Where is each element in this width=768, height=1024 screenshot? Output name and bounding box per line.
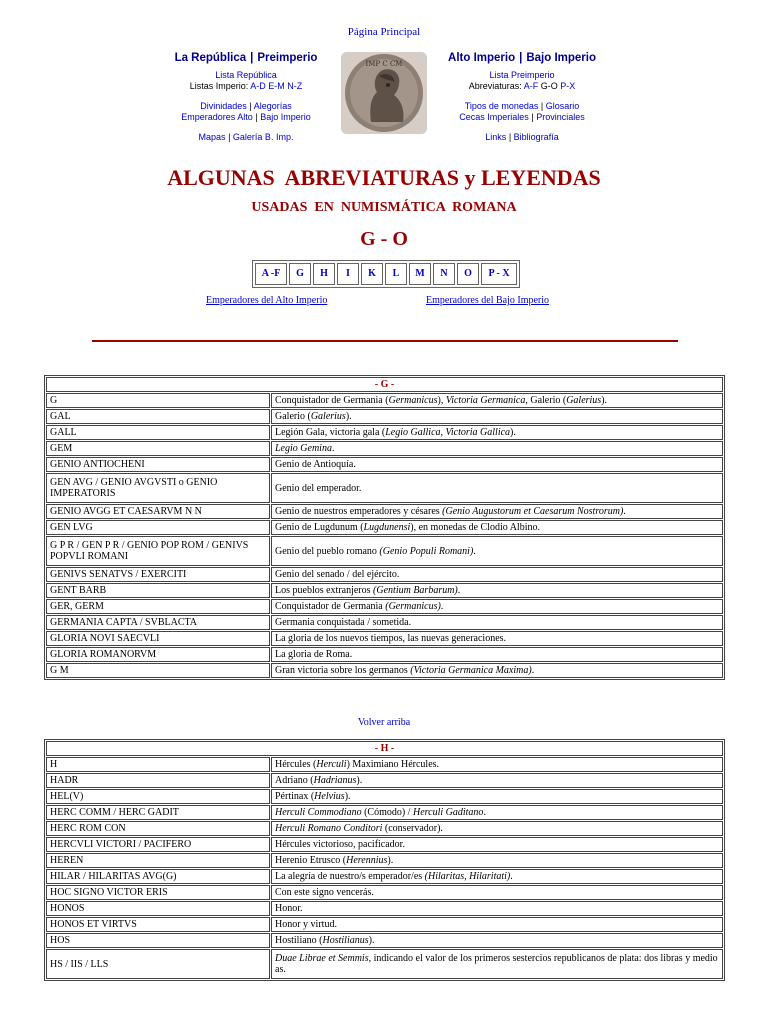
separator: | — [508, 132, 512, 142]
range-title: G - O — [360, 228, 408, 250]
abbreviation-cell: GAL — [46, 409, 270, 424]
meaning-cell: Legión Gala, victoria gala (Legio Gallica, Victoria Gallica). — [271, 425, 723, 440]
abbreviation-cell: HEREN — [46, 853, 270, 868]
right-nav-heading — [422, 52, 622, 64]
table-row — [46, 631, 723, 646]
link-emperadores-alto-imperio[interactable]: Emperadores del Alto Imperio — [206, 295, 328, 306]
meaning-cell: Genio del emperador. — [271, 473, 723, 503]
letter-link-2[interactable]: H — [313, 263, 335, 285]
link-preimperio[interactable]: Preimperio — [257, 52, 318, 64]
link-listas-em[interactable]: E-M — [268, 81, 285, 91]
abreviaturas-label: Abreviaturas: — [468, 81, 522, 91]
abbreviation-cell: HOC SIGNO VICTOR ERIS — [46, 885, 270, 900]
table-row — [46, 409, 723, 424]
letter-link-9[interactable]: P - X — [481, 263, 517, 285]
left-nav — [146, 52, 346, 143]
meaning-cell: Conquistador de Germania (Germanicus), Victoria Germanica, Galerio (Galerius). — [271, 393, 723, 408]
link-listas-nz[interactable]: N-Z — [287, 81, 303, 91]
table-row — [46, 757, 723, 772]
abbreviation-cell: GEM — [46, 441, 270, 456]
abbreviation-cell: HS / IIS / LLS — [46, 949, 270, 979]
link-mapas[interactable]: Mapas — [198, 132, 226, 142]
separator: | — [519, 52, 523, 64]
link-emperadores-alto[interactable]: Emperadores Alto — [181, 112, 253, 122]
meaning-cell: Con este signo vencerás. — [271, 885, 723, 900]
table-row — [46, 457, 723, 472]
meaning-cell: Legio Gemina. — [271, 441, 723, 456]
letter-link-5[interactable]: L — [385, 263, 407, 285]
link-bajo-imperio-head[interactable]: Bajo Imperio — [526, 52, 596, 64]
meaning-cell: Pértinax (Helvius). — [271, 789, 723, 804]
link-listas-ad[interactable]: A-D — [250, 81, 266, 91]
table-row — [46, 567, 723, 582]
link-republica[interactable]: La República — [174, 52, 247, 64]
abbreviation-cell: GEN AVG / GENIO AVGVSTI o GENIO IMPERATORIS — [46, 473, 270, 503]
letter-link-4[interactable]: K — [361, 263, 383, 285]
letter-link-6[interactable]: M — [409, 263, 431, 285]
link-divinidades[interactable]: Divinidades — [200, 101, 247, 111]
separator: | — [250, 52, 254, 64]
meaning-cell: Herculi Commodiano (Cómodo) / Herculi Gaditano. — [271, 805, 723, 820]
link-lista-preimperio[interactable]: Lista Preimperio — [489, 70, 555, 80]
abbreviation-cell: G M — [46, 663, 270, 678]
table-row — [46, 473, 723, 503]
table-row — [46, 536, 723, 566]
divinidades-line — [146, 101, 346, 112]
table-row — [46, 583, 723, 598]
table-row — [46, 441, 723, 456]
meaning-cell: Adriano (Hadrianus). — [271, 773, 723, 788]
separator: | — [249, 101, 252, 111]
table-h — [44, 739, 725, 981]
separator: | — [531, 112, 534, 122]
meaning-cell: Herculi Romano Conditori (conservador). — [271, 821, 723, 836]
table-row — [46, 885, 723, 900]
link-provinciales[interactable]: Provinciales — [536, 112, 585, 122]
abbreviation-cell: GENIO ANTIOCHENI — [46, 457, 270, 472]
links-line — [422, 132, 622, 143]
page-subtitle: USADAS EN NUMISMÁTICA ROMANA — [251, 200, 517, 215]
back-to-top-link[interactable]: Volver arriba — [357, 717, 411, 728]
separator: | — [540, 101, 544, 111]
abbreviation-cell: GENIO AVGG ET CAESARVM N N — [46, 504, 270, 519]
abbreviation-cell: G P R / GEN P R / GENIO POP ROM / GENIVS POPVLI ROMANI — [46, 536, 270, 566]
mapas-line — [146, 132, 346, 143]
table-row — [46, 933, 723, 948]
table-row — [46, 949, 723, 979]
abbreviation-cell: HEL(V) — [46, 789, 270, 804]
meaning-cell: Los pueblos extranjeros (Gentium Barbarum). — [271, 583, 723, 598]
table-row — [46, 425, 723, 440]
link-bibliografia[interactable]: Bibliografía — [513, 132, 559, 142]
left-nav-heading — [146, 52, 346, 64]
table-row — [46, 901, 723, 916]
meaning-cell: La gloria de Roma. — [271, 647, 723, 662]
table-row — [46, 520, 723, 535]
letter-link-1[interactable]: G — [289, 263, 311, 285]
meaning-cell: Conquistador de Germania (Germanicus). — [271, 599, 723, 614]
table-row — [46, 789, 723, 804]
abbreviation-cell: GENT BARB — [46, 583, 270, 598]
table-row — [46, 853, 723, 868]
table-row — [46, 773, 723, 788]
abbreviation-cell: GERMANIA CAPTA / SVBLACTA — [46, 615, 270, 630]
right-nav — [422, 52, 622, 143]
abbreviation-cell: HADR — [46, 773, 270, 788]
meaning-cell: Genio de Lugdunum (Lugdunensi), en monedas de Clodio Albino. — [271, 520, 723, 535]
listas-imperio-line — [146, 81, 346, 92]
separator: | — [255, 112, 258, 122]
abbreviation-cell: HERC COMM / HERC GADIT — [46, 805, 270, 820]
table-row — [46, 805, 723, 820]
section-header-g: - G - — [46, 377, 723, 392]
meaning-cell: Gran victoria sobre los germanos (Victoria Germanica Maxima). — [271, 663, 723, 678]
table-row — [46, 393, 723, 408]
table-row — [46, 504, 723, 519]
link-lista-republica[interactable]: Lista República — [215, 70, 277, 80]
meaning-cell: Hostiliano (Hostilianus). — [271, 933, 723, 948]
meaning-cell: Herenio Etrusco (Herennius). — [271, 853, 723, 868]
link-abrev-af[interactable]: A-F — [523, 81, 539, 91]
link-cecas[interactable]: Cecas Imperiales — [459, 112, 529, 122]
abreviaturas-line — [422, 81, 622, 92]
meaning-cell: Germania conquistada / sometida. — [271, 615, 723, 630]
table-row — [46, 917, 723, 932]
meaning-cell: Honor y virtud. — [271, 917, 723, 932]
meaning-cell: La alegría de nuestro/s emperador/es (Hilaritas, Hilaritati). — [271, 869, 723, 884]
meaning-cell: Galerio (Galerius). — [271, 409, 723, 424]
listas-imperio-label: Listas Imperio: — [189, 81, 249, 91]
meaning-cell: Genio del senado / del ejército. — [271, 567, 723, 582]
meaning-cell: Genio del pueblo romano (Genio Populi Romani). — [271, 536, 723, 566]
meaning-cell: Genio de Antioquía. — [271, 457, 723, 472]
abbreviation-cell: HONOS — [46, 901, 270, 916]
page-title: ALGUNAS ABREVIATURAS y LEYENDAS — [167, 165, 601, 190]
meaning-cell: Genio de nuestros emperadores y césares (Genio Augustorum et Caesarum Nostrorum). — [271, 504, 723, 519]
link-bajo-imperio[interactable]: Bajo Imperio — [260, 112, 311, 122]
table-row — [46, 821, 723, 836]
table-row — [46, 869, 723, 884]
letter-link-7[interactable]: N — [433, 263, 455, 285]
abbreviation-cell: HILAR / HILARITAS AVG(G) — [46, 869, 270, 884]
table-row — [46, 663, 723, 678]
table-row — [46, 599, 723, 614]
abbreviation-cell: GENIVS SENATVS / EXERCITI — [46, 567, 270, 582]
link-alto-imperio[interactable]: Alto Imperio — [448, 52, 516, 64]
abbreviation-cell: GALL — [46, 425, 270, 440]
table-row — [46, 615, 723, 630]
abbreviation-cell: GEN LVG — [46, 520, 270, 535]
abbreviation-cell: H — [46, 757, 270, 772]
link-tipos[interactable]: Tipos de monedas — [464, 101, 539, 111]
tipos-line — [422, 101, 622, 112]
cecas-line — [422, 112, 622, 123]
letter-link-3[interactable]: I — [337, 263, 359, 285]
link-abrev-px[interactable]: P-X — [560, 81, 576, 91]
meaning-cell: Honor. — [271, 901, 723, 916]
link-emperadores-bajo-imperio[interactable]: Emperadores del Bajo Imperio — [426, 295, 550, 306]
letter-link-8[interactable]: O — [457, 263, 479, 285]
table-g — [44, 375, 725, 680]
meaning-cell: Hércules (Herculi) Maximiano Hércules. — [271, 757, 723, 772]
coin-image — [341, 52, 427, 134]
abbreviation-cell: HONOS ET VIRTVS — [46, 917, 270, 932]
letter-index — [252, 260, 520, 288]
abbreviation-cell: HERC ROM CON — [46, 821, 270, 836]
emperadores-line — [146, 112, 346, 123]
meaning-cell: Duae Librae et Semmis, indicando el valor de los primeros sestercios republicanos de plata: dos libras y medio as. — [271, 949, 723, 979]
abrev-go-current: G-O — [540, 81, 558, 91]
separator: | — [228, 132, 231, 142]
divider — [92, 340, 678, 342]
abbreviation-cell: GER, GERM — [46, 599, 270, 614]
link-links[interactable]: Links — [485, 132, 507, 142]
link-glosario[interactable]: Glosario — [545, 101, 580, 111]
link-galeria[interactable]: Galería B. Imp. — [232, 132, 294, 142]
abbreviation-cell: HERCVLI VICTORI / PACIFERO — [46, 837, 270, 852]
letter-link-0[interactable]: A -F — [255, 263, 287, 285]
table-row — [46, 647, 723, 662]
abbreviation-cell: GLORIA ROMANORVM — [46, 647, 270, 662]
link-alegorias[interactable]: Alegorías — [253, 101, 292, 111]
meaning-cell: Hércules victorioso, pacificador. — [271, 837, 723, 852]
abbreviation-cell: HOS — [46, 933, 270, 948]
home-link[interactable]: Página Principal — [347, 26, 421, 38]
section-header-h: - H - — [46, 741, 723, 756]
abbreviation-cell: G — [46, 393, 270, 408]
meaning-cell: La gloria de los nuevos tiempos, las nuevas generaciones. — [271, 631, 723, 646]
abbreviation-cell: GLORIA NOVI SAECVLI — [46, 631, 270, 646]
table-row — [46, 837, 723, 852]
svg-text:IMP C CM: IMP C CM — [365, 60, 403, 68]
